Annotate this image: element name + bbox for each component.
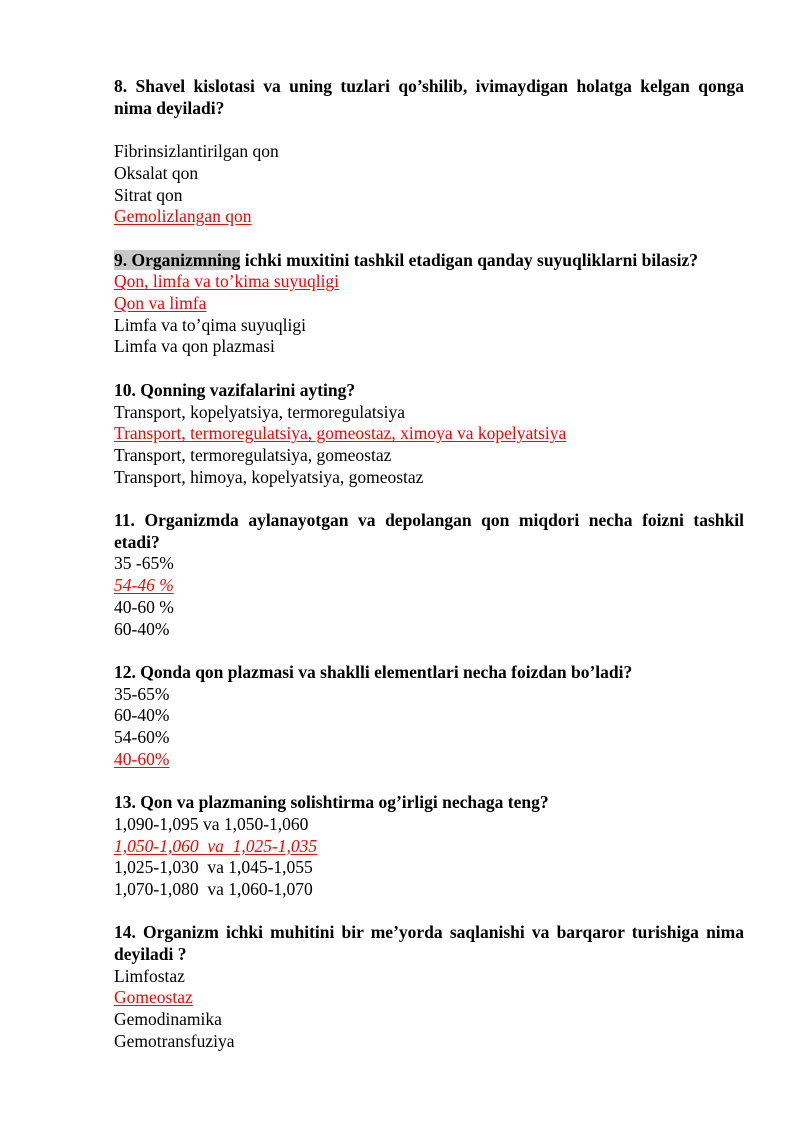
answer-option: 1,025-1,030 va 1,045-1,055 xyxy=(114,857,313,878)
question-text: ichki muxitini tashkil etadigan qanday suyuqliklarni bilasiz? xyxy=(244,249,698,270)
answer-option: 1,090-1,095 va 1,050-1,060 xyxy=(114,813,309,834)
question-10 xyxy=(114,380,744,489)
answer-option: Transport, kopelyatsiya, termoregulatsiya xyxy=(114,401,405,422)
question-14 xyxy=(114,922,744,1052)
question-number: 8. xyxy=(114,76,128,96)
question-number: 14. xyxy=(114,922,136,943)
answer-option: Sitrat qon xyxy=(114,184,183,205)
question-text: Qonning vazifalarini ayting? xyxy=(140,379,356,400)
answer-option: Gemotransfuziya xyxy=(114,1030,235,1051)
question-number: 13. xyxy=(114,792,136,813)
question-text: Organizmda aylanayotgan va depolangan qon miqdori necha foizni tashkil etadi? xyxy=(114,510,744,552)
answer-option: 35 -65% xyxy=(114,553,174,574)
question-title xyxy=(114,792,744,814)
correct-answer-option: Qon, limfa va to’kima suyuqligi xyxy=(114,271,340,292)
question-number: 12. xyxy=(114,661,136,682)
answer-option: 60-40% xyxy=(114,705,170,726)
answer-option: 54-60% xyxy=(114,727,170,748)
answer-option: Gemodinamika xyxy=(114,1009,222,1030)
question-highlight xyxy=(114,250,240,270)
answer-option: Limfostaz xyxy=(114,965,185,986)
question-text: Organizm ichki muhitini bir me’yorda saqlanishi va barqaror turishiga nima deyiladi ? xyxy=(114,922,744,965)
question-8 xyxy=(114,76,744,228)
correct-answer-option: Transport, termoregulatsiya, gomeostaz, ximoya va kopelyatsiya xyxy=(114,423,567,444)
question-11 xyxy=(114,510,744,640)
answer-option: Limfa va to’qima suyuqligi xyxy=(114,314,306,335)
answer-option: 1,070-1,080 va 1,060-1,070 xyxy=(114,878,313,899)
correct-answer-option: 54-46 % xyxy=(114,575,174,596)
question-title xyxy=(114,76,744,119)
question-number: 10. xyxy=(114,379,136,400)
question-title xyxy=(114,662,744,684)
correct-answer-option: 1,050-1,060 va 1,025-1,035 xyxy=(114,835,318,856)
answer-option: Fibrinsizlantirilgan qon xyxy=(114,141,279,162)
answer-option: 40-60 % xyxy=(114,596,174,617)
question-12 xyxy=(114,662,744,771)
question-title xyxy=(114,380,744,402)
answer-option: 35-65% xyxy=(114,683,170,704)
answer-option: Limfa va qon plazmasi xyxy=(114,336,275,357)
question-number: 11. xyxy=(114,510,135,530)
question-text: Qonda qon plazmasi va shaklli elementlari necha foizdan bo’ladi? xyxy=(140,661,633,682)
correct-answer-option: Gemolizlangan qon xyxy=(114,206,252,227)
document-page xyxy=(114,76,744,1074)
question-title xyxy=(114,922,744,965)
answer-option: 60-40% xyxy=(114,618,170,639)
question-9 xyxy=(114,250,744,359)
question-text: Qon va plazmaning solishtirma og’irligi nechaga teng? xyxy=(140,792,549,813)
correct-answer-option: Gomeostaz xyxy=(114,987,193,1008)
question-title xyxy=(114,250,744,272)
answer-option: Oksalat qon xyxy=(114,162,199,183)
highlighted-word: Organizmning xyxy=(131,249,241,270)
correct-answer-option: Qon va limfa xyxy=(114,293,207,313)
question-text: Shavel kislotasi va uning tuzlari qo’shilib, ivimaydigan holatga kelgan qonga nima deyiladi? xyxy=(114,76,744,118)
question-13 xyxy=(114,792,744,901)
answer-option: Transport, termoregulatsiya, gomeostaz xyxy=(114,444,392,465)
question-number: 9. xyxy=(114,249,128,270)
correct-answer-option: 40-60% xyxy=(114,748,170,769)
answer-option: Transport, himoya, kopelyatsiya, gomeostaz xyxy=(114,466,424,487)
question-title xyxy=(114,510,744,553)
